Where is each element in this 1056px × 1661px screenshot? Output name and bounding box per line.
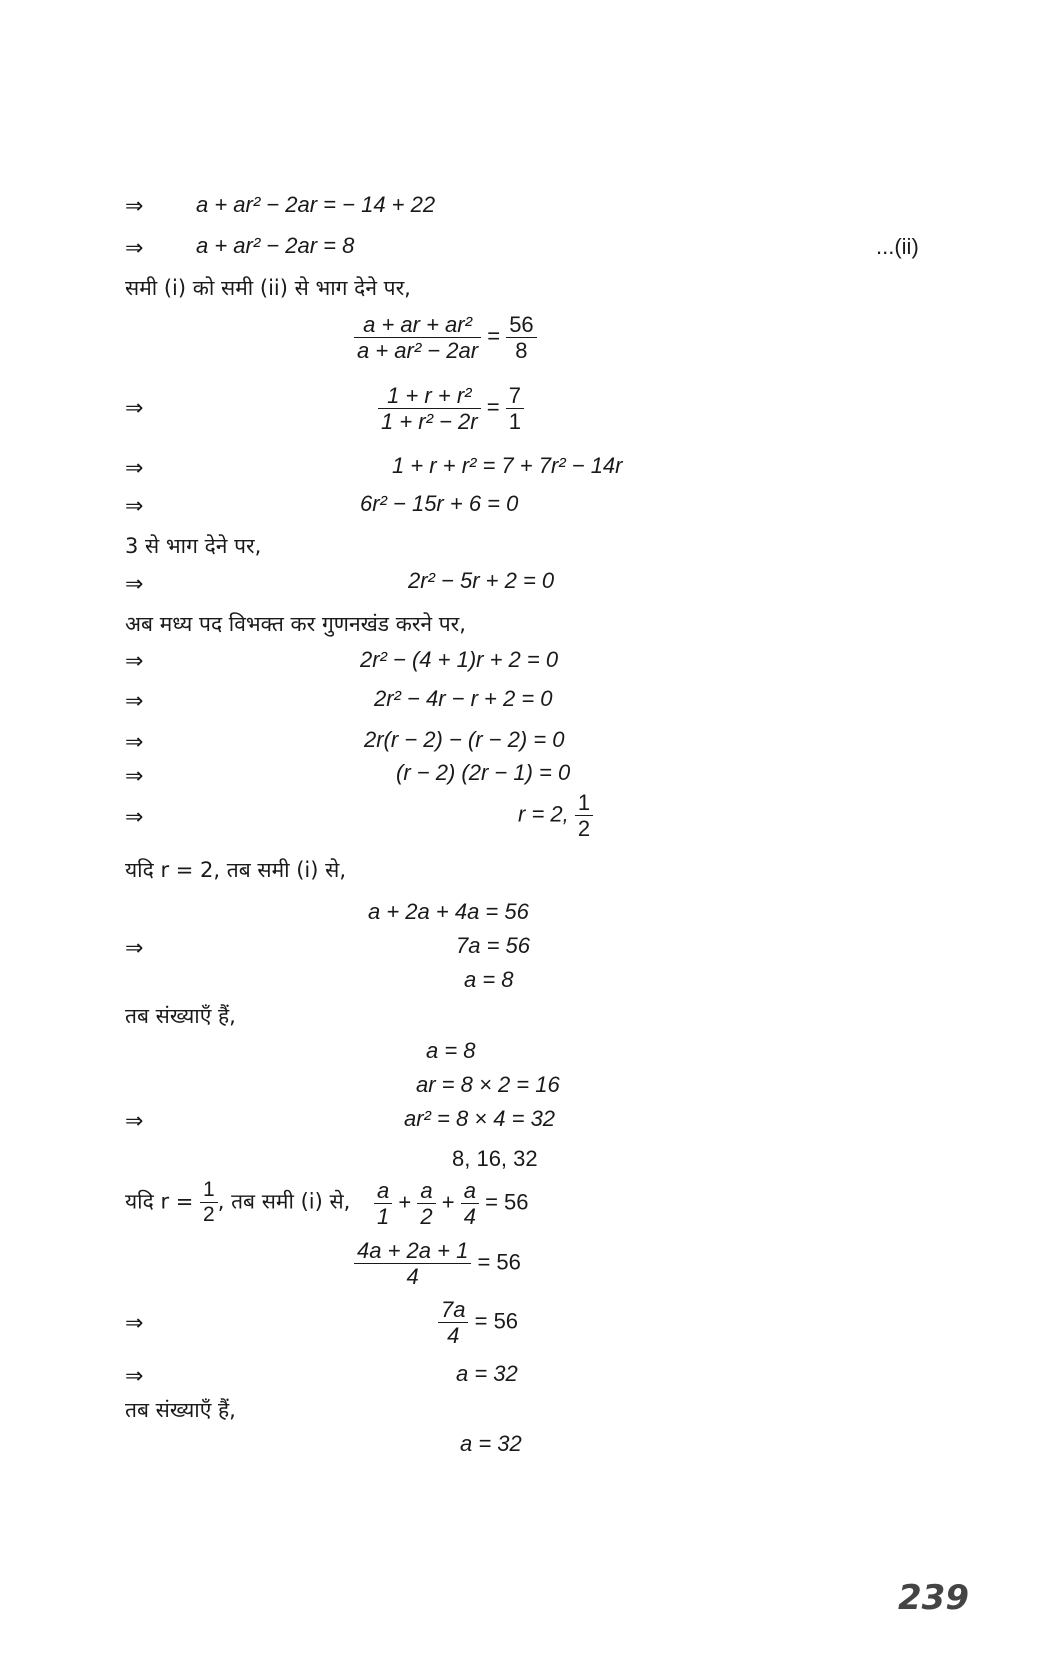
equation-10 <box>518 790 593 842</box>
fraction-right <box>506 383 524 435</box>
fraction-numerator: 7a <box>438 1297 468 1323</box>
implies-arrow: ⇒ <box>125 572 144 597</box>
fraction-left <box>354 1238 471 1290</box>
equals-sign: = <box>487 323 501 349</box>
fraction-left <box>438 1297 468 1349</box>
fraction-numerator: 56 <box>506 312 536 338</box>
fraction-equation-3 <box>354 1238 521 1290</box>
equals-56: = 56 <box>485 1189 529 1215</box>
implies-arrow: ⇒ <box>125 194 144 219</box>
fraction-denominator: 1 <box>508 409 521 435</box>
fraction-a-over-2 <box>417 1178 435 1230</box>
equation-12: 7a = 56 <box>456 933 531 958</box>
text-if-r-2: यदि r = 2, तब समी (i) से, <box>125 858 347 882</box>
equation-3: 1 + r + r² = 7 + 7r² − 14r <box>392 453 623 478</box>
fraction-numerator: 7 <box>506 383 524 409</box>
equation-2: a + ar² − 2ar = 8 <box>196 233 355 258</box>
fraction-numerator: 1 <box>200 1178 218 1203</box>
fraction-denominator: 2 <box>203 1203 215 1227</box>
equation-15: ar = 8 × 2 = 16 <box>416 1072 560 1097</box>
equals-56: = 56 <box>477 1249 521 1275</box>
fraction-denominator: 2 <box>420 1204 433 1230</box>
equation-13: a = 8 <box>464 967 514 992</box>
number-sequence-1: 8, 16, 32 <box>452 1146 538 1171</box>
equation-6: 2r² − (4 + 1)r + 2 = 0 <box>360 647 559 672</box>
text-if-r-half <box>125 1178 350 1227</box>
implies-arrow: ⇒ <box>125 494 144 519</box>
fraction-numerator: 1 + r + r² <box>378 383 481 409</box>
fraction-one-half <box>200 1178 218 1227</box>
implies-arrow: ⇒ <box>125 764 144 789</box>
implies-arrow: ⇒ <box>125 456 144 481</box>
implies-arrow: ⇒ <box>125 689 144 714</box>
plus-sign: + <box>398 1189 412 1215</box>
fraction-equation-2 <box>378 383 524 435</box>
implies-arrow: ⇒ <box>125 1364 144 1389</box>
plus-sign: + <box>441 1189 455 1215</box>
equation-8: 2r(r − 2) − (r − 2) = 0 <box>364 727 565 752</box>
fraction-denominator: 2 <box>577 816 591 842</box>
fraction-numerator: a <box>417 1178 435 1204</box>
fraction-denominator: 4 <box>406 1264 419 1290</box>
equation-sum-fractions <box>374 1178 529 1230</box>
fraction-denominator: 4 <box>447 1323 460 1349</box>
equation-4: 6r² − 15r + 6 = 0 <box>360 491 519 516</box>
fraction-a-over-4 <box>461 1178 479 1230</box>
fraction-denominator: a + ar² − 2ar <box>357 338 479 364</box>
implies-arrow: ⇒ <box>125 805 144 830</box>
fraction-numerator: a <box>461 1178 479 1204</box>
page-number: 239 <box>898 1578 969 1618</box>
equation-19: a = 32 <box>460 1431 522 1456</box>
implies-arrow: ⇒ <box>125 936 144 961</box>
equation-11: a + 2a + 4a = 56 <box>368 899 529 924</box>
fraction-left <box>378 383 481 435</box>
implies-arrow: ⇒ <box>125 1109 144 1134</box>
fraction-numerator: 4a + 2a + 1 <box>354 1238 471 1264</box>
text-numbers-are-1: तब संख्याएँ हैं, <box>125 1004 236 1028</box>
equation-1: a + ar² − 2ar = − 14 + 22 <box>196 192 436 217</box>
fraction-numerator: a <box>374 1178 392 1204</box>
fraction-denominator: 8 <box>515 338 528 364</box>
fraction-numerator: a + ar + ar² <box>354 312 481 338</box>
implies-arrow: ⇒ <box>125 396 144 421</box>
fraction-one-half <box>575 790 593 842</box>
equation-18: a = 32 <box>456 1361 518 1386</box>
text-from-eq-i: , तब समी (i) से, <box>217 1189 351 1214</box>
equation-5: 2r² − 5r + 2 = 0 <box>408 568 555 593</box>
text-divide-eq: समी (i) को समी (ii) से भाग देने पर, <box>125 276 411 300</box>
equation-14: a = 8 <box>426 1038 476 1063</box>
implies-arrow: ⇒ <box>125 730 144 755</box>
roots-prefix: r = 2, <box>518 801 569 827</box>
equation-9: (r − 2) (2r − 1) = 0 <box>396 760 571 785</box>
equals-56: = 56 <box>474 1308 519 1334</box>
fraction-denominator: 1 + r² − 2r <box>381 409 478 435</box>
equation-7: 2r² − 4r − r + 2 = 0 <box>374 686 553 711</box>
text-split-middle-term: अब मध्य पद विभक्त कर गुणनखंड करने पर, <box>125 612 466 636</box>
implies-arrow: ⇒ <box>125 1311 144 1336</box>
fraction-equation-1 <box>354 312 537 364</box>
equals-sign: = <box>486 394 500 420</box>
fraction-denominator: 1 <box>377 1204 390 1230</box>
fraction-left <box>354 312 481 364</box>
implies-arrow: ⇒ <box>125 649 144 674</box>
fraction-denominator: 4 <box>463 1204 476 1230</box>
equation-tag-ii: ...(ii) <box>876 234 919 259</box>
text-numbers-are-2: तब संख्याएँ हैं, <box>125 1398 236 1422</box>
text-divide-by-3: 3 से भाग देने पर, <box>125 534 262 558</box>
fraction-a-over-1 <box>374 1178 392 1230</box>
text-if-r-prefix: यदि r = <box>125 1189 194 1214</box>
fraction-equation-4 <box>438 1297 518 1349</box>
fraction-right <box>506 312 536 364</box>
fraction-numerator: 1 <box>575 790 593 816</box>
implies-arrow: ⇒ <box>125 236 144 261</box>
equation-16: ar² = 8 × 4 = 32 <box>404 1106 556 1131</box>
